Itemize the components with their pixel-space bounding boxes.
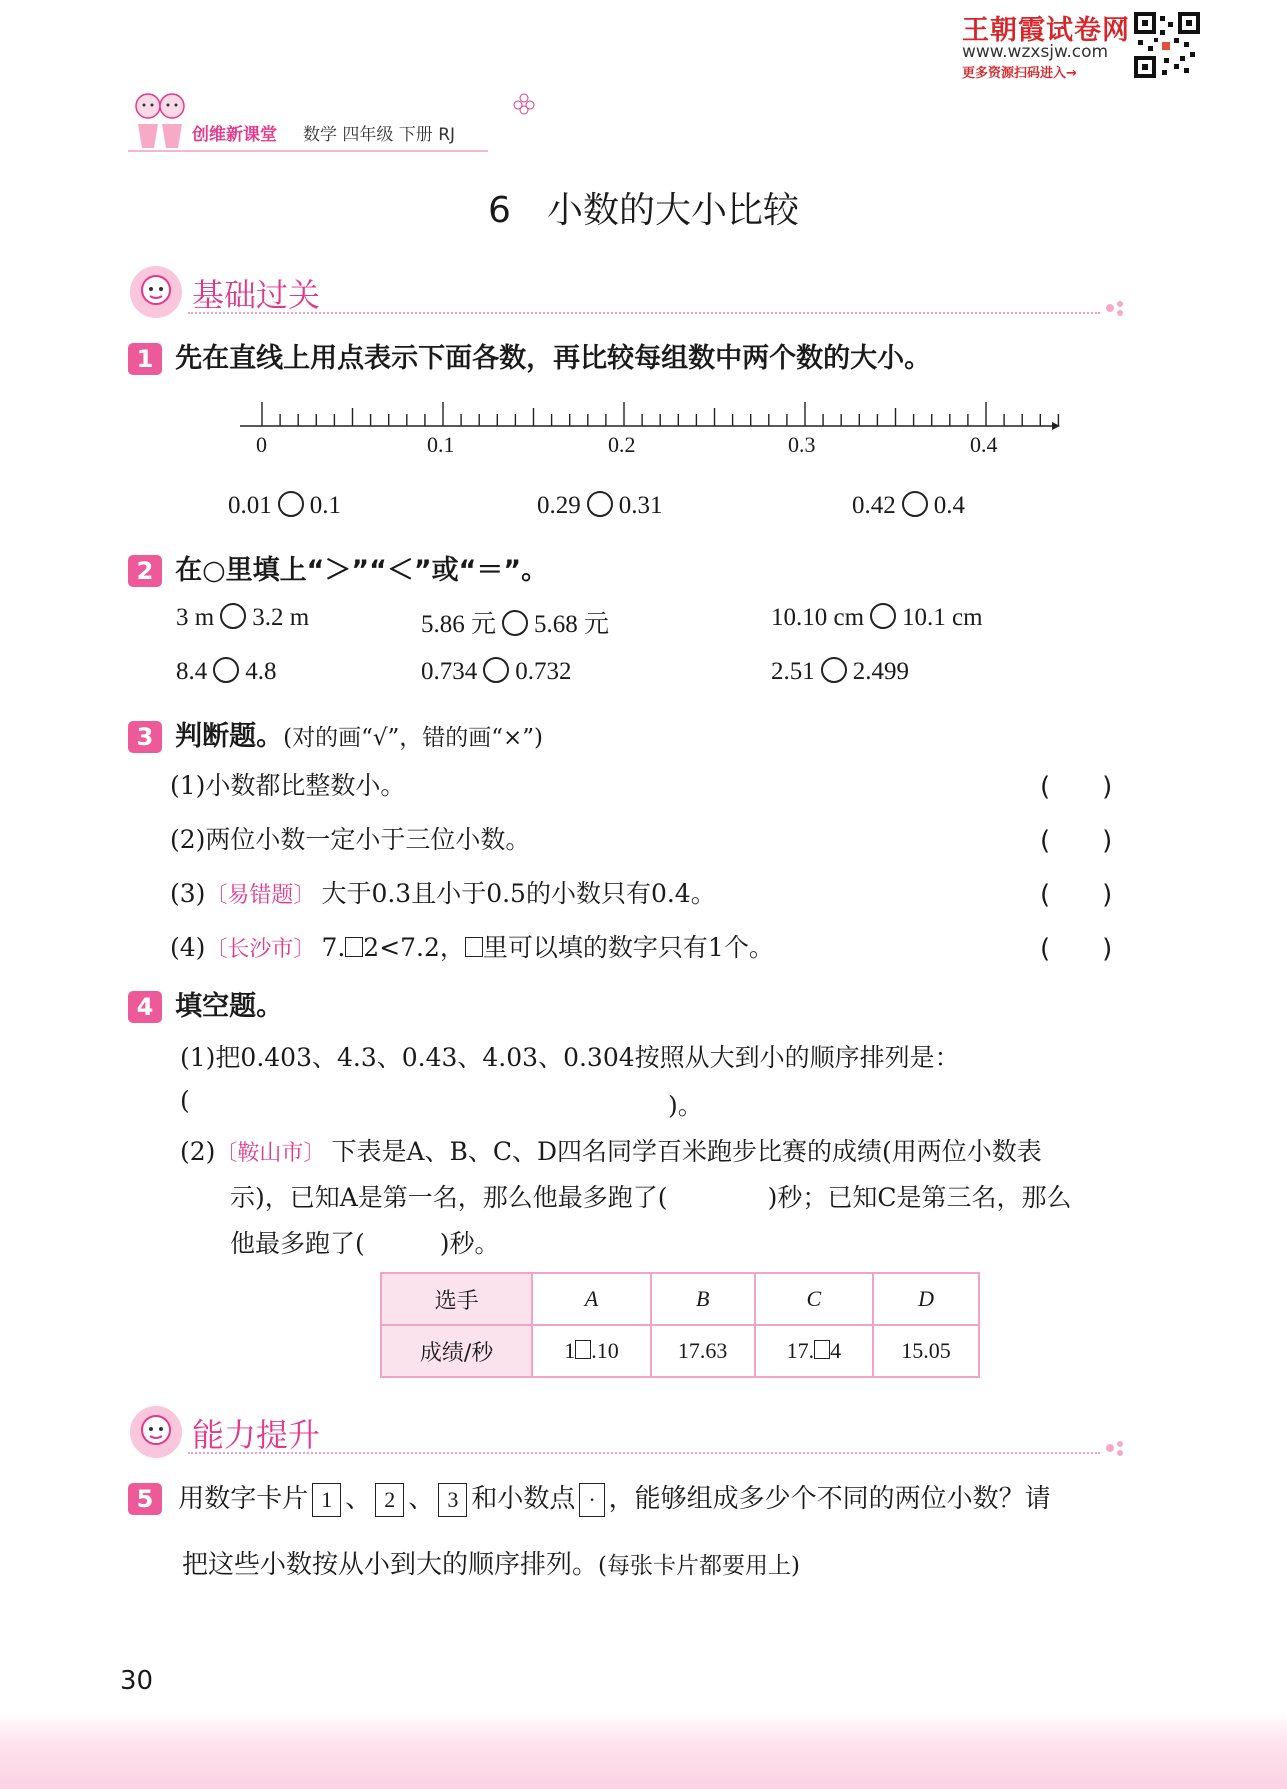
axis-label: 0.2 — [608, 432, 636, 457]
table-row — [381, 1273, 979, 1325]
answer-paren[interactable]: ( ) — [1040, 826, 1113, 856]
question-title: 在○里填上“＞”“＜”或“＝”。 — [175, 555, 549, 586]
compare-pair: 0.734 0.732 — [421, 658, 572, 685]
source-tag: 〔长沙市〕 — [205, 937, 316, 962]
compare-pair: 10.10 cm 10.1 cm — [771, 604, 983, 631]
source-tag: 〔鞍山市〕 — [215, 1141, 326, 1166]
girl-avatar-icon — [128, 264, 184, 320]
fill-item-2-line1: (2)〔鞍山市〕 下表是A、B、C、D四名同学百米跑步比赛的成绩(用两位小数表 — [180, 1137, 1042, 1166]
section-basic-divider — [188, 312, 1100, 314]
bottom-band — [0, 1712, 1287, 1789]
question-4-header — [128, 984, 283, 1023]
book-info: 数学 四年级 下册 RJ — [303, 125, 456, 145]
digit-card: 2 — [375, 1483, 404, 1517]
judge-item: (1)小数都比整数小。 — [170, 771, 406, 800]
question-5-line2: 把这些小数按从小到大的顺序排列。(每张卡片都要用上) — [182, 1550, 800, 1580]
question-title: 填空题。 — [175, 991, 284, 1022]
compare-pair: 0.42 0.4 — [852, 492, 965, 519]
answer-paren[interactable]: ( ) — [1040, 934, 1113, 964]
question-title: 先在直线上用点表示下面各数，再比较每组数中两个数的大小。 — [175, 343, 932, 374]
page-number: 30 — [120, 1666, 154, 1696]
question-note: (对的画“√”，错的画“×”) — [283, 725, 544, 751]
compare-circle[interactable] — [902, 491, 928, 517]
question-number-badge: 5 — [128, 1483, 162, 1515]
answer-close-paren: )。 — [668, 1091, 703, 1120]
question-3-header — [128, 714, 543, 753]
question-5-line1: 5 用数字卡片 1 、 2 、 3 和小数点 · ，能够组成多少个不同的两位小数？请 — [128, 1478, 1051, 1517]
judge-item: (4)〔长沙市〕 7. 2<7.2， 里可以填的数字只有1个。 — [170, 933, 774, 962]
question-number-badge: 2 — [128, 555, 162, 587]
section-basic-title: 基础过关 — [192, 276, 321, 314]
compare-circle[interactable] — [220, 603, 246, 629]
blank-box[interactable] — [345, 937, 363, 957]
compare-circle[interactable] — [483, 657, 509, 683]
compare-pair: 2.51 2.499 — [771, 658, 909, 685]
question-number-badge: 4 — [128, 991, 162, 1023]
table-row — [381, 1325, 979, 1377]
table-header-cell: 成绩/秒 — [381, 1325, 532, 1377]
fill-item-2-line2: 示)，已知A是第一名，那么他最多跑了( )秒；已知C是第三名，那么 — [230, 1183, 1072, 1212]
question-number-badge: 3 — [128, 721, 162, 753]
table-cell: A — [532, 1273, 650, 1325]
digit-card: 3 — [438, 1483, 467, 1517]
compare-circle[interactable] — [587, 491, 613, 517]
table-cell: D — [873, 1273, 979, 1325]
compare-pair: 3 m 3.2 m — [176, 604, 310, 631]
compare-circle[interactable] — [821, 657, 847, 683]
question-2-header — [128, 548, 548, 587]
blank-box[interactable] — [575, 1340, 591, 1359]
digit-card: 1 — [312, 1483, 341, 1517]
question-title: 判断题。 — [175, 721, 284, 752]
table-cell: 1 .10 — [532, 1325, 650, 1377]
source-tag: 〔易错题〕 — [205, 883, 316, 908]
fill-item-2-line3: 他最多跑了( )秒。 — [230, 1229, 500, 1258]
compare-pair: 0.29 0.31 — [537, 492, 663, 519]
question-number-badge: 1 — [128, 343, 162, 375]
compare-circle[interactable] — [870, 603, 896, 629]
compare-circle[interactable] — [278, 491, 304, 517]
blank-box[interactable] — [465, 937, 483, 957]
series-name: 创维新课堂 — [192, 125, 277, 145]
axis-label: 0.4 — [970, 432, 998, 457]
judge-item: (3)〔易错题〕 大于0.3且小于0.5的小数只有0.4。 — [170, 879, 716, 908]
axis-label: 0 — [256, 432, 267, 457]
axis-label: 0.1 — [427, 432, 455, 457]
table-cell: 17. 4 — [755, 1325, 873, 1377]
brand-title: 王朝霞试卷网 — [962, 15, 1130, 46]
brand-url: www.wzxsjw.com — [962, 42, 1109, 62]
section-advanced-title: 能力提升 — [192, 1416, 321, 1454]
compare-pair: 0.01 0.1 — [228, 492, 341, 519]
judge-item: (2)两位小数一定小于三位小数。 — [170, 825, 531, 854]
compare-circle[interactable] — [502, 610, 528, 636]
qr-code-icon — [1134, 12, 1200, 78]
answer-paren[interactable]: ( ) — [1040, 880, 1113, 910]
page-title: 6 小数的大小比较 — [488, 190, 799, 231]
scores-table — [380, 1272, 980, 1378]
table-cell: C — [755, 1273, 873, 1325]
axis-label: 0.3 — [788, 432, 816, 457]
girl-avatar-icon — [128, 1404, 184, 1460]
table-cell: 17.63 — [651, 1325, 755, 1377]
question-1-header — [128, 336, 931, 375]
table-header-cell: 选手 — [381, 1273, 532, 1325]
answer-paren[interactable]: ( ) — [1040, 772, 1113, 802]
flower-decor-icon — [512, 92, 536, 116]
number-line — [240, 396, 1060, 456]
compare-circle[interactable] — [213, 657, 239, 683]
table-cell: B — [651, 1273, 755, 1325]
compare-pair: 8.4 4.8 — [176, 658, 277, 685]
dots-decor-icon — [1104, 298, 1128, 318]
decimal-point-card: · — [579, 1483, 604, 1517]
fill-item-1: (1)把0.403、4.3、0.43、4.03、0.304按照从大到小的顺序排列是： — [180, 1043, 960, 1072]
compare-pair: 5.86 元 5.68 元 — [421, 611, 610, 638]
kids-logo-icon — [126, 88, 196, 152]
section-advanced-divider — [188, 1452, 1100, 1454]
answer-open-paren[interactable]: ( — [180, 1086, 190, 1115]
table-cell: 15.05 — [873, 1325, 979, 1377]
brand-more: 更多资源扫码进入→ — [962, 66, 1077, 81]
dots-decor-icon — [1104, 1438, 1128, 1458]
header-divider — [128, 150, 488, 152]
blank-box[interactable] — [814, 1340, 830, 1359]
